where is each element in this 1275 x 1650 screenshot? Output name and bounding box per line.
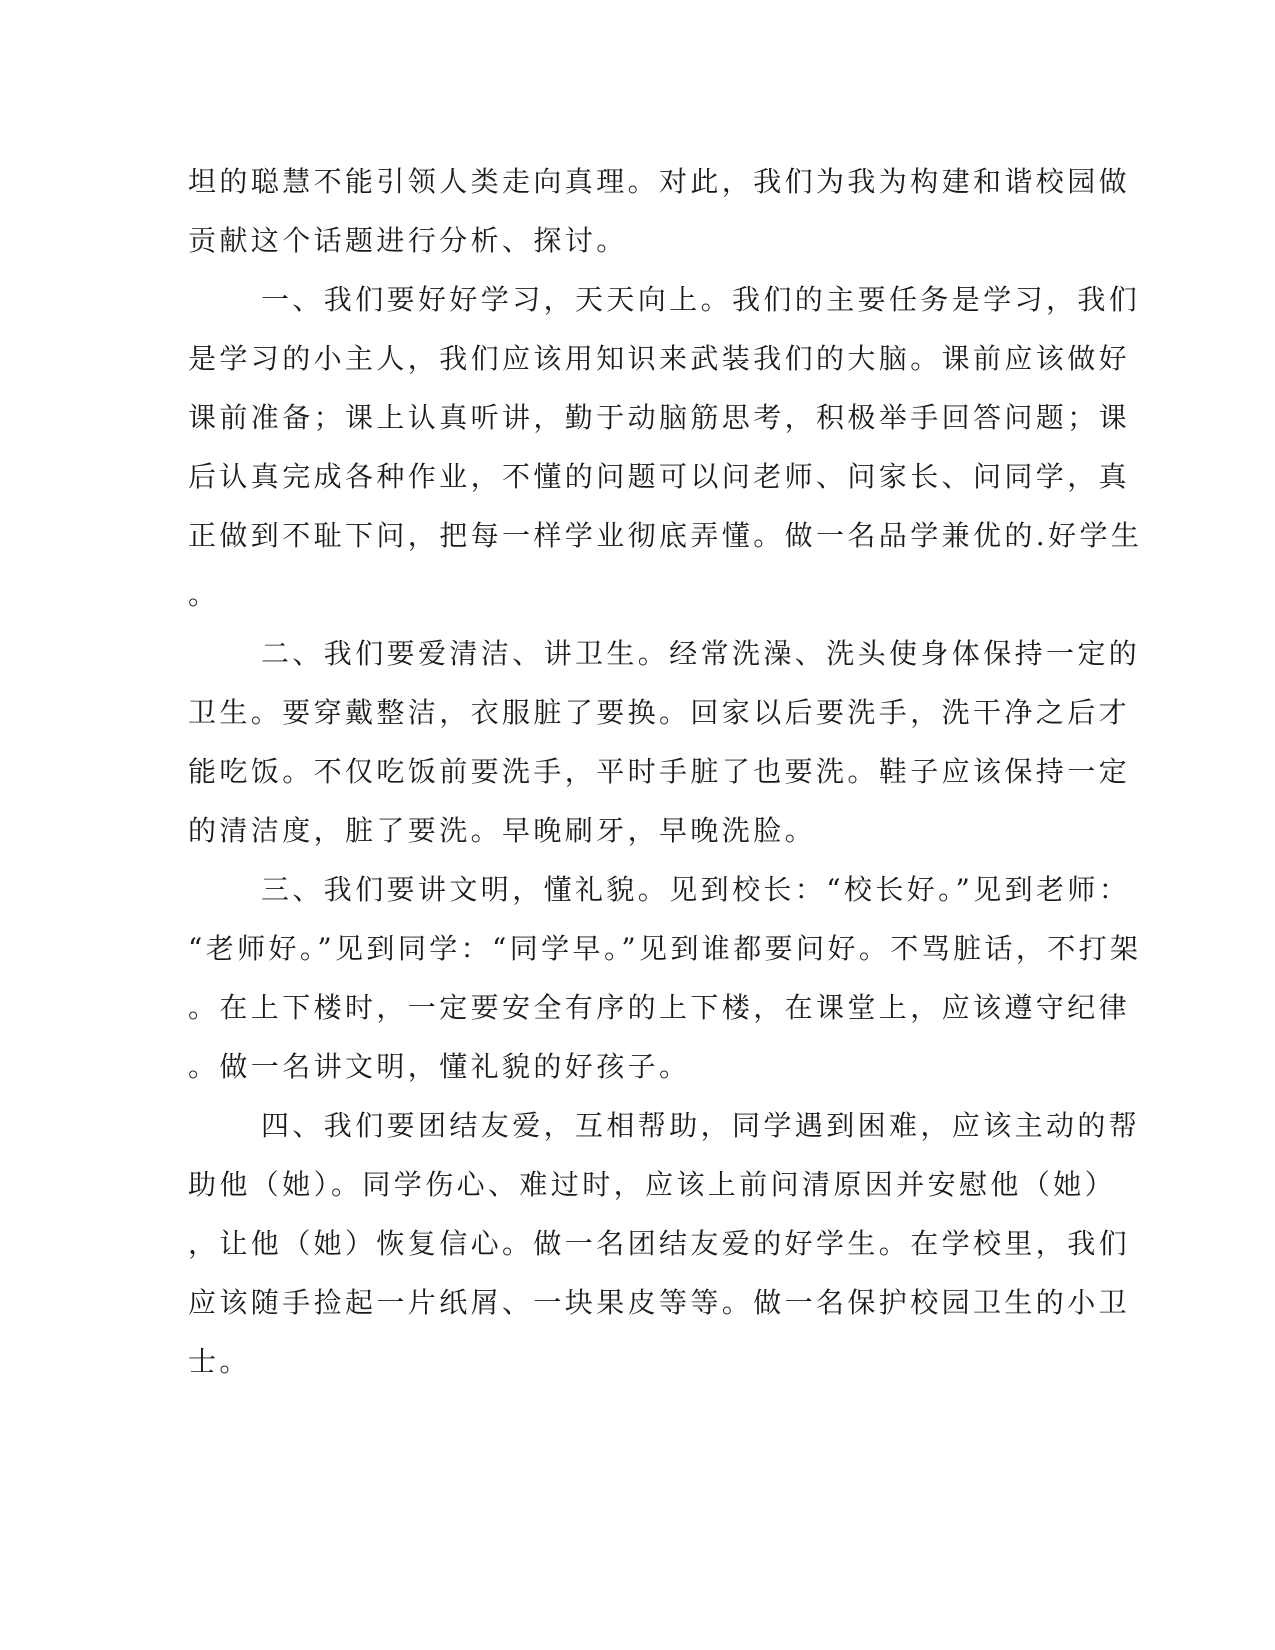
- paragraph-4-first-line: 四、我们要团结友爱，互相帮助，同学遇到困难，应该主动的帮: [261, 1109, 1141, 1142]
- text-line: 应该随手捡起一片纸屑、一块果皮等等。做一名保护校园卫生的小卫: [188, 1286, 1131, 1319]
- paragraph-2-first-line: 二、我们要爱清洁、讲卫生。经常洗澡、洗头使身体保持一定的: [261, 637, 1141, 670]
- text-line: 。在上下楼时，一定要安全有序的上下楼，在课堂上，应该遵守纪律: [188, 991, 1131, 1024]
- text-line: 的清洁度，脏了要洗。早晚刷牙，早晚洗脸。: [188, 814, 817, 847]
- text-line: 课前准备；课上认真听讲，勤于动脑筋思考，积极举手回答问题；课: [188, 401, 1131, 434]
- text-line: 助他（她）。同学伤心、难过时，应该上前问清原因并安慰他（她）: [188, 1168, 1117, 1201]
- text-line: 。做一名讲文明，懂礼貌的好孩子。: [188, 1050, 691, 1083]
- text-line: 。: [188, 578, 220, 611]
- text-line: 是学习的小主人，我们应该用知识来武装我们的大脑。课前应该做好: [188, 342, 1131, 375]
- text-line: 士。: [188, 1345, 251, 1378]
- text-line: 后认真完成各种作业，不懂的问题可以问老师、问家长、问同学，真: [188, 460, 1131, 493]
- text-line: 卫生。要穿戴整洁，衣服脏了要换。回家以后要洗手，洗干净之后才: [188, 696, 1131, 729]
- text-line: ，让他（她）恢复信心。做一名团结友爱的好学生。在学校里，我们: [188, 1227, 1131, 1260]
- paragraph-3-first-line: 三、我们要讲文明，懂礼貌。见到校长：“校长好。”见到老师：: [261, 873, 1131, 906]
- text-line: “老师好。”见到同学：“同学早。”见到谁都要问好。不骂脏话，不打架: [188, 932, 1142, 965]
- text-line: 贡献这个话题进行分析、探讨。: [188, 224, 628, 257]
- text-line: 正做到不耻下问，把每一样学业彻底弄懂。做一名品学兼优的.好学生: [188, 519, 1143, 552]
- paragraph-1-first-line: 一、我们要好好学习，天天向上。我们的主要任务是学习，我们: [261, 283, 1141, 316]
- text-line: 能吃饭。不仅吃饭前要洗手，平时手脏了也要洗。鞋子应该保持一定: [188, 755, 1131, 788]
- text-line: 坦的聪慧不能引领人类走向真理。对此，我们为我为构建和谐校园做: [188, 165, 1131, 198]
